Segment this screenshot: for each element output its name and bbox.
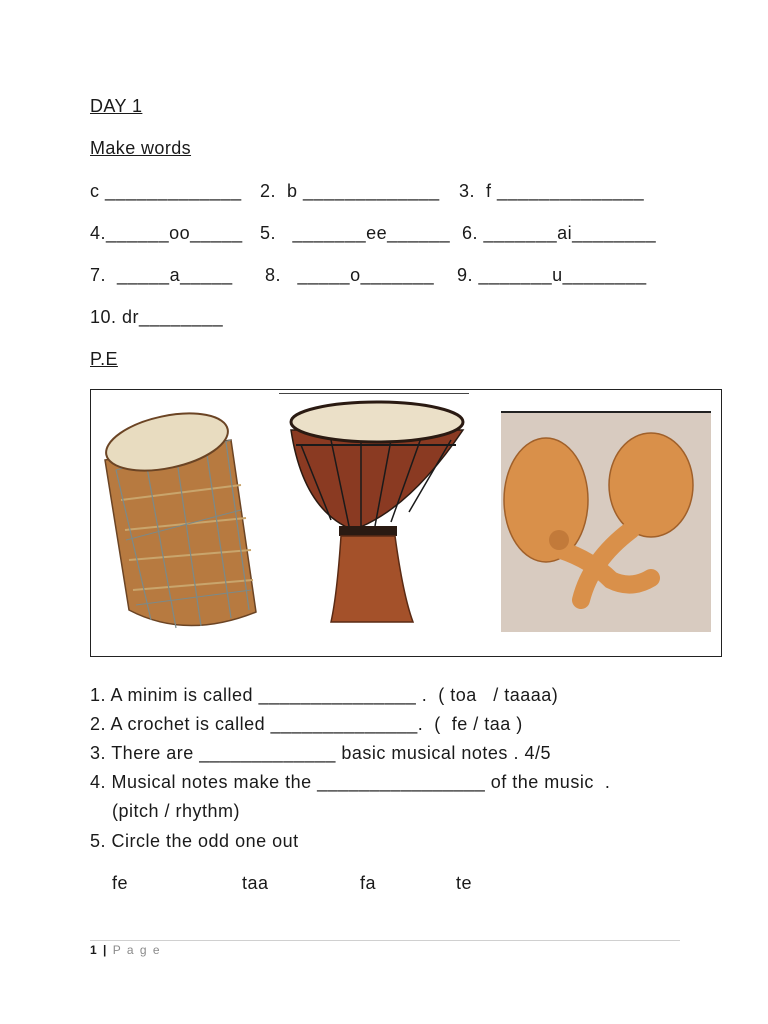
page-number: 1 <box>90 943 99 957</box>
pe-heading: P.E <box>90 349 118 369</box>
instruments-illustration <box>91 390 721 656</box>
djembe-drum-icon <box>291 402 463 622</box>
page-label: P a g e <box>112 943 162 957</box>
question-1: 1. A minim is called _______________ . ( toa / taaaa) <box>90 685 559 705</box>
make-words-heading: Make words <box>90 138 192 158</box>
footer-separator: | <box>103 943 108 957</box>
word-item-4: 4.______oo_____ <box>90 223 243 243</box>
word-item-9: 9. _______u________ <box>457 265 647 285</box>
page-footer <box>90 943 161 957</box>
question-3: 3. There are _____________ basic musical notes . 4/5 <box>90 743 551 763</box>
day-heading: DAY 1 <box>90 96 143 116</box>
word-item-8: 8. _____o_______ <box>265 265 435 285</box>
word-item-10: 10. dr________ <box>90 307 224 327</box>
word-item-3: 3. f ______________ <box>459 181 645 201</box>
tall-drum-icon <box>101 404 256 628</box>
question-2: 2. A crochet is called ______________. ( fe / taa ) <box>90 714 523 734</box>
word-item-1: c _____________ <box>90 181 242 201</box>
word-item-5: 5. _______ee______ <box>260 223 451 243</box>
gourd-shakers-icon <box>501 412 711 632</box>
odd-word-fe[interactable]: fe <box>112 873 129 893</box>
instruments-picture <box>90 389 722 657</box>
word-item-7: 7. _____a_____ <box>90 265 233 285</box>
word-item-6: 6. _______ai________ <box>462 223 657 243</box>
odd-word-fa[interactable]: fa <box>360 873 377 893</box>
footer-rule <box>90 940 680 941</box>
question-4-options: (pitch / rhythm) <box>90 801 241 821</box>
question-4: 4. Musical notes make the ________________ of the music . <box>90 772 611 792</box>
word-item-2: 2. b _____________ <box>260 181 440 201</box>
odd-word-taa[interactable]: taa <box>242 873 269 893</box>
odd-word-te[interactable]: te <box>456 873 473 893</box>
question-5: 5. Circle the odd one out <box>90 831 299 851</box>
